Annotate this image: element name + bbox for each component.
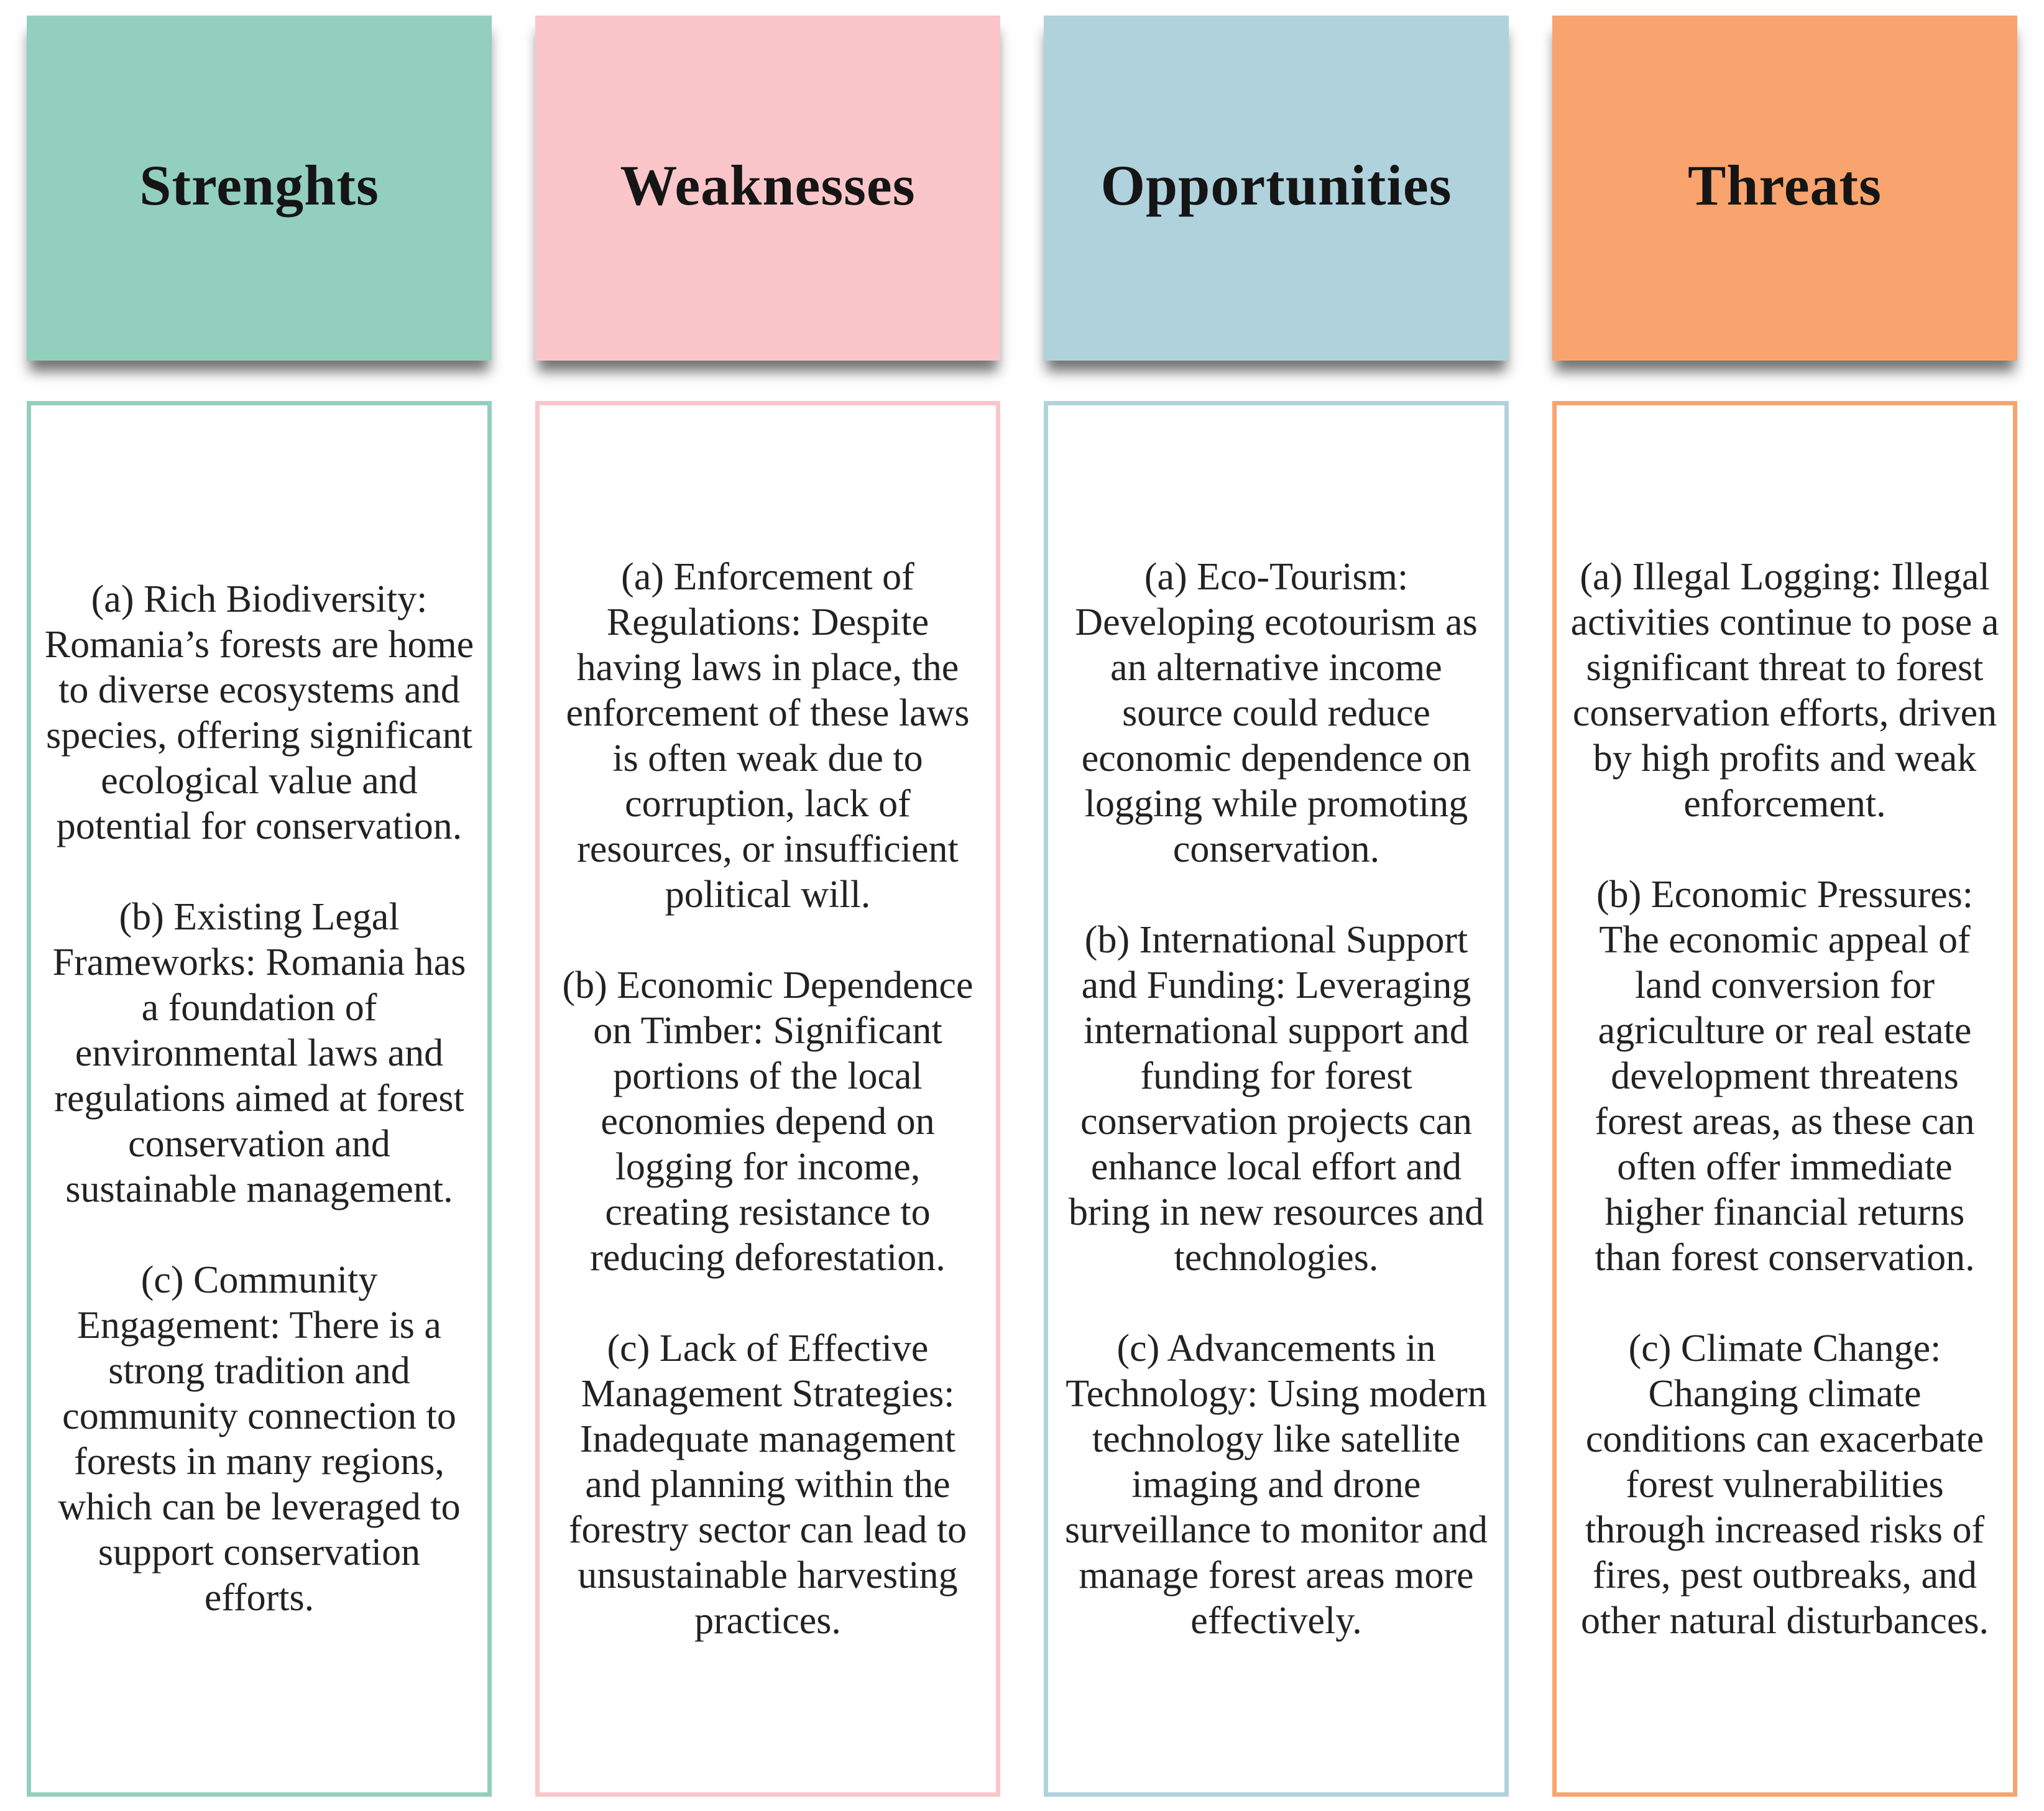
opportunities-content-box [1044,401,1509,1797]
swot-column-weaknesses [535,0,1000,1811]
threats-item-b: (b) Economic Pressures: The economic appeal of land conversion for agriculture or real estate development threatens forest areas, as these can often offer immediate higher financial returns than forest conservation. [1595,873,1975,1279]
swot-column-threats [1552,0,2017,1811]
opportunities-item-a: (a) Eco-Tourism: Developing ecotourism as an alternative income source could reduce economic dependence on logging while promoting conservation. [1075,555,1478,870]
opportunities-title: Opportunities [1100,153,1452,217]
threats-title: Threats [1688,153,1882,217]
threats-item-c: (c) Climate Change: Changing climate conditions can exacerbate forest vulnerabilities through increased risks of fires, pest outbreaks, and other natural disturbances. [1581,1327,1989,1642]
strengths-header [27,16,492,361]
opportunities-header [1044,16,1509,361]
weaknesses-item-b: (b) Economic Dependence on Timber: Significant portions of the local economies depend on logging for income, creating resistance to reducing deforestation. [562,964,974,1279]
threats-content-box [1552,401,2017,1797]
threats-item-a: (a) Illegal Logging: Illegal activities continue to pose a significant threat to forest conservation efforts, driven by high profits and weak enforcement. [1570,555,1999,825]
weaknesses-content-box [535,401,1000,1797]
swot-column-strengths [27,0,492,1811]
strengths-item-a: (a) Rich Biodiversity: Romania’s forests are home to diverse ecosystems and species, offering significant ecological value and potential for conservation. [44,578,474,847]
weaknesses-item-c: (c) Lack of Effective Management Strategies: Inadequate management and planning within the forestry sector can lead to unsustainable harvesting practices. [568,1327,967,1642]
strengths-item-b: (b) Existing Legal Frameworks: Romania has a foundation of environmental laws and regulations aimed at forest conservation and sustainable management. [52,896,466,1210]
threats-header [1552,16,2017,361]
weaknesses-header [535,16,1000,361]
opportunities-item-c: (c) Advancements in Technology: Using modern technology like satellite imaging and drone surveillance to monitor and manage forest areas more effectively. [1064,1327,1488,1642]
opportunities-item-b: (b) International Support and Funding: Leveraging international support and funding for forest conservation projects can enhance local effort and bring in new resources and technologies. [1068,918,1484,1279]
weaknesses-item-a: (a) Enforcement of Regulations: Despite having laws in place, the enforcement of these laws is often weak due to corruption, lack of resources, or insufficient political will. [566,555,970,916]
swot-column-opportunities [1044,0,1509,1811]
strengths-content-box [27,401,492,1797]
strengths-title: Strenghts [139,153,379,217]
strengths-item-c: (c) Community Engagement: There is a strong tradition and community connection to forests in many regions, which can be leveraged to support conservation efforts. [58,1259,461,1619]
weaknesses-title: Weaknesses [620,153,916,217]
